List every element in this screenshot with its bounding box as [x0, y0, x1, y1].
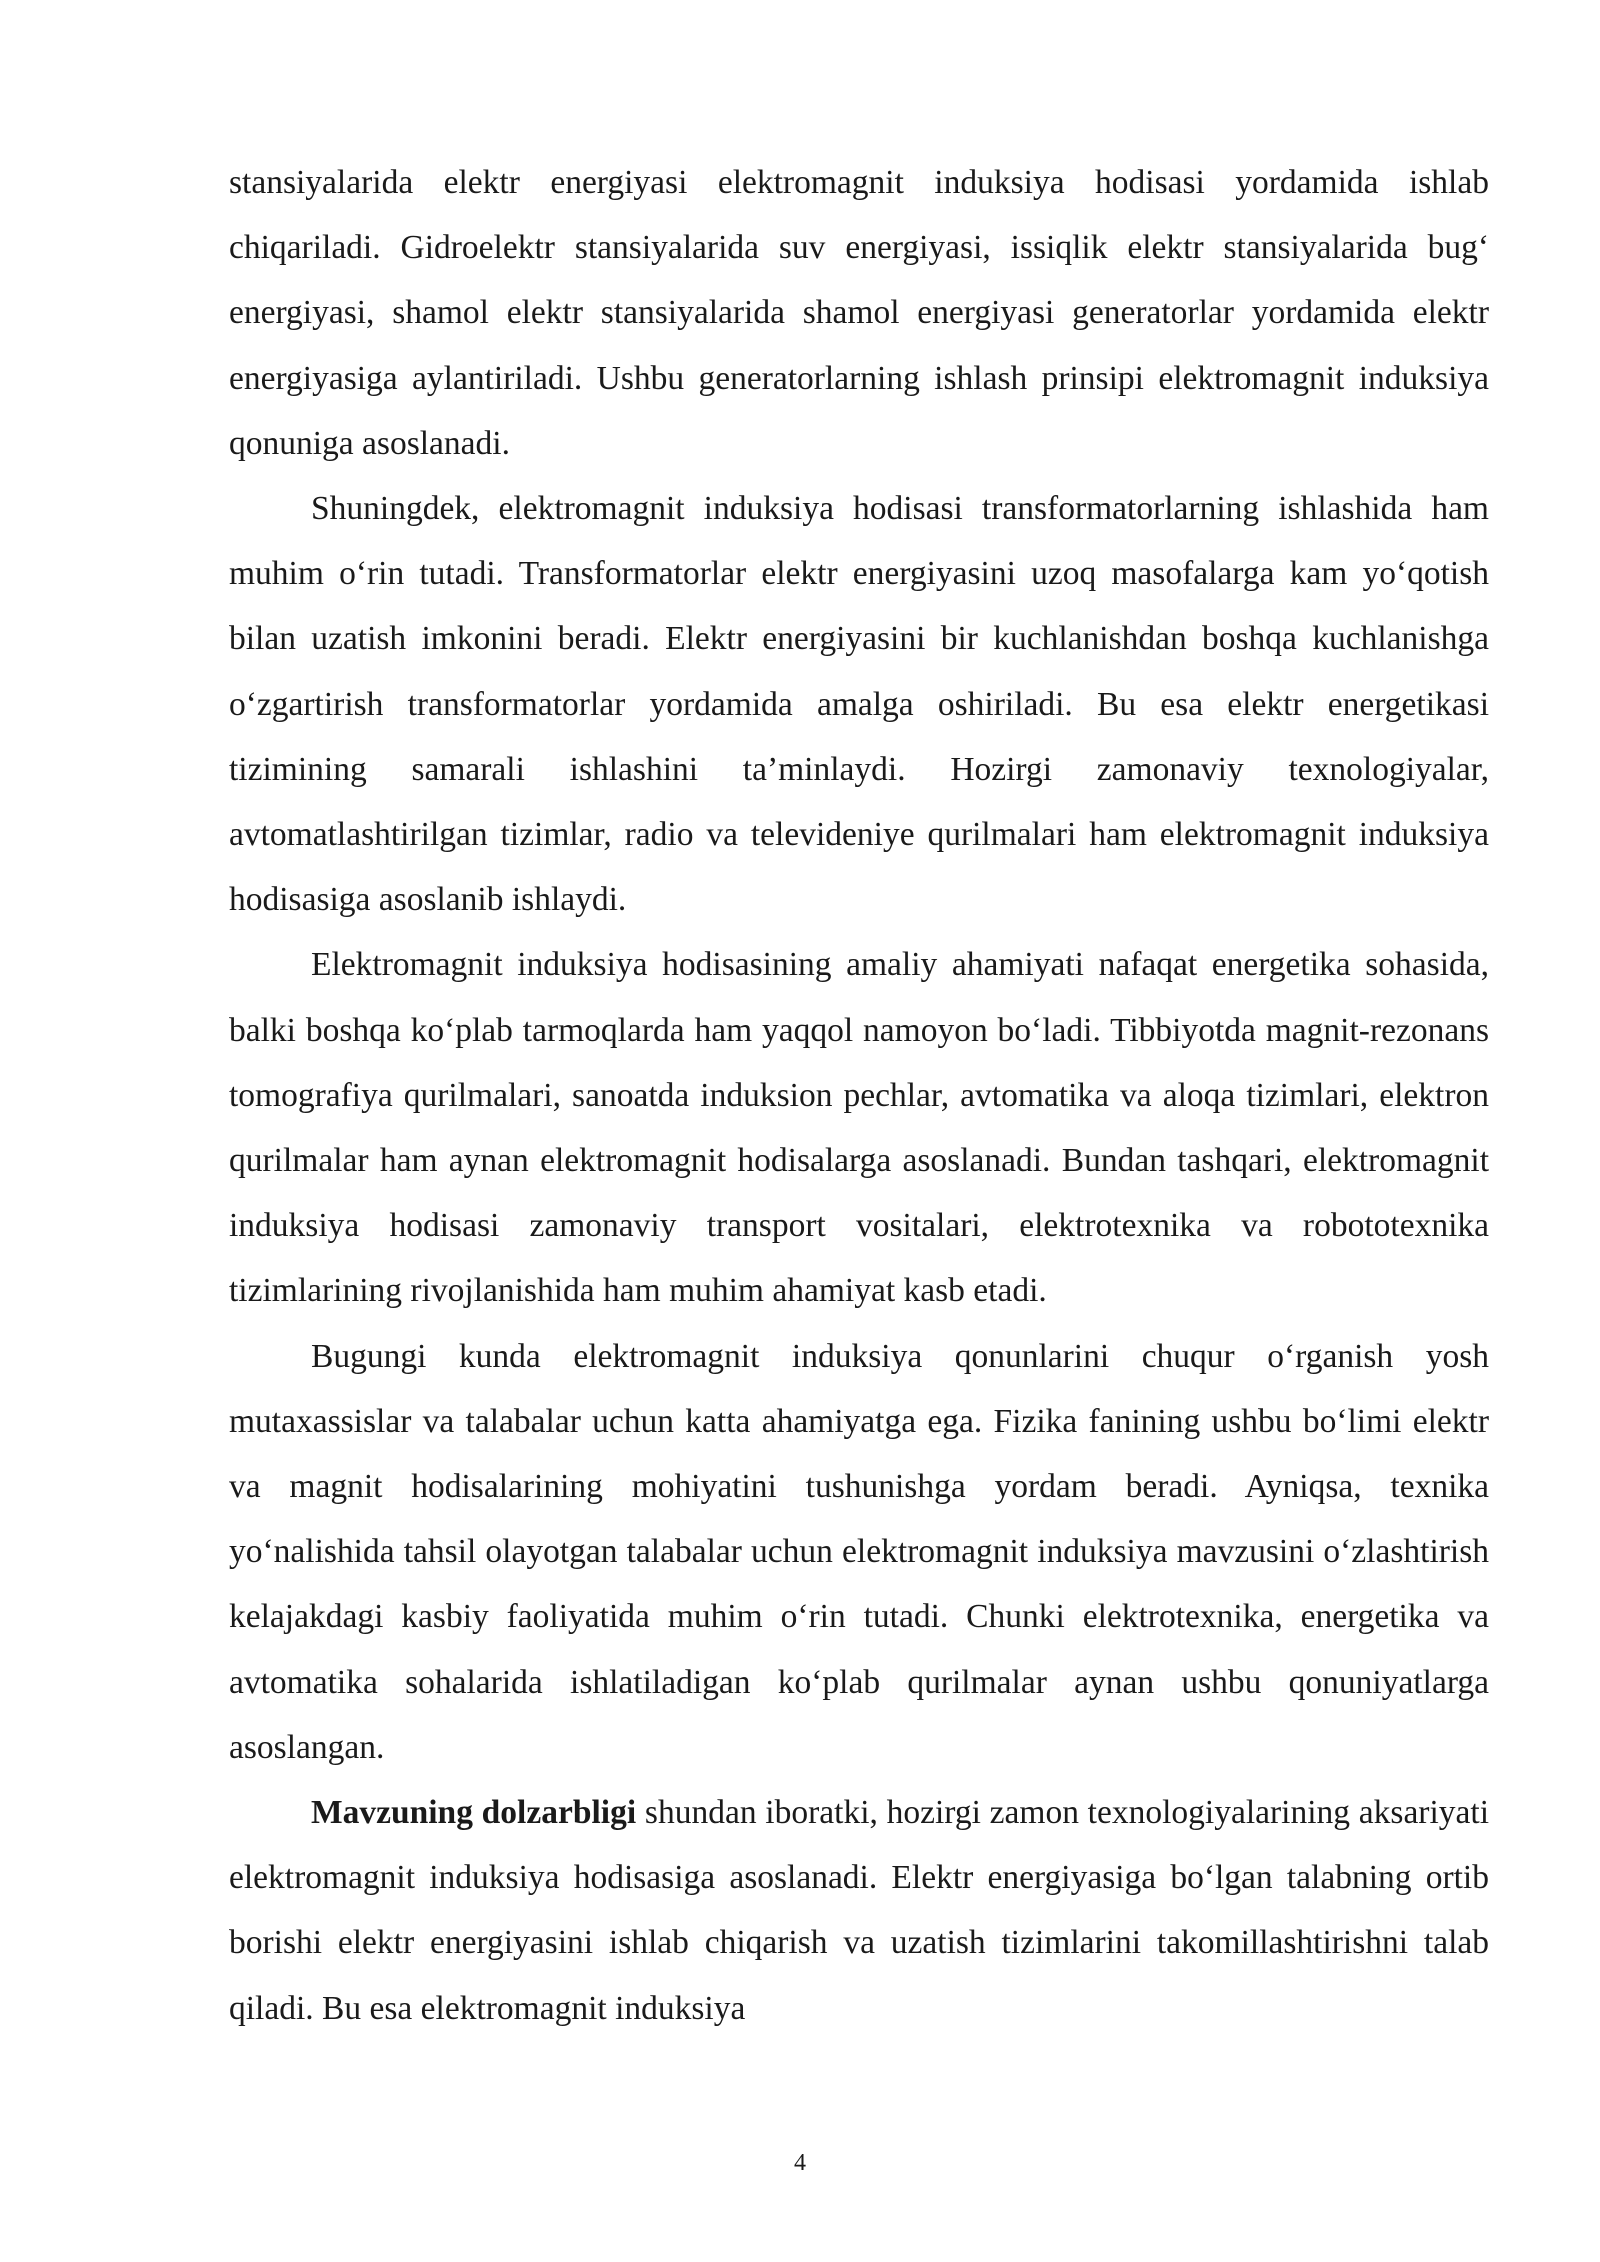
paragraph-transformers: Shuningdek, elektromagnit induksiya hodisasi transformatorlarning ishlashida ham muhim o‘rin tutadi. Transformatorlar elektr energiyasini uzoq masofalarga kam yo‘qotish bilan uzatish imkonini beradi. Elektr energiyasini bir kuchlanishdan boshqa kuchlanishga o‘zgartirish transformatorlar yordamida amalga oshiriladi. Bu esa elektr energetikasi tizimining samarali ishlashini ta’minlaydi. Hozirgi zamonaviy texnologiyalar, avtomatlashtirilgan tizimlar, radio va televideniye qurilmalari ham elektromagnit induksiya hodisasiga asoslanib ishlaydi. [229, 490, 1489, 919]
document-body [229, 150, 1489, 2041]
paragraph-practical-significance: Elektromagnit induksiya hodisasining amaliy ahamiyati nafaqat energetika sohasida, balki boshqa ko‘plab tarmoqlarda ham yaqqol namoyon bo‘ladi. Tibbiyotda magnit-rezonans tomografiya qurilmalari, sanoatda induksion pechlar, avtomatika va aloqa tizimlari, elektron qurilmalar ham aynan elektromagnit hodisalarga asoslanadi. Bundan tashqari, elektromagnit induksiya hodisasi zamonaviy transport vositalari, elektrotexnika va robototexnika tizimlarining rivojlanishida ham muhim ahamiyat kasb etadi. [229, 946, 1489, 1310]
paragraph-topic-relevance-text: shundan iboratki, hozirgi zamon texnologiyalarining aksariyati elektromagnit induksiya hodisasiga asoslanadi. Elektr energiyasiga bo‘lgan talabning ortib borishi elektr energiyasini ishlab chiqarish va uzatish tizimlarini takomillashtirishni talab qiladi. Bu esa elektromagnit induksiya [229, 1794, 1490, 2027]
page-number: 4 [794, 2150, 806, 2176]
paragraph-topic-relevance [229, 1780, 1489, 2041]
bold-lead-term: Mavzuning dolzarbligi [311, 1794, 637, 1832]
paragraph-study-importance: Bugungi kunda elektromagnit induksiya qonunlarini chuqur o‘rganish yosh mutaxassislar va talabalar uchun katta ahamiyatga ega. Fizika fanining ushbu bo‘limi elektr va magnit hodisalarining mohiyatini tushunishga yordam beradi. Ayniqsa, texnika yo‘nalishida tahsil olayotgan talabalar uchun elektromagnit induksiya mavzusini o‘zlashtirish kelajakdagi kasbiy faoliyatida muhim o‘rin tutadi. Chunki elektrotexnika, energetika va avtomatika sohalarida ishlatiladigan ko‘plab qurilmalar aynan ushbu qonuniyatlarga asoslangan. [229, 1337, 1489, 1766]
paragraph-continuation: stansiyalarida elektr energiyasi elektromagnit induksiya hodisasi yordamida ishlab chiqariladi. Gidroelektr stansiyalarida suv energiyasi, issiqlik elektr stansiyalarida bug‘ energiyasi, shamol elektr stansiyalarida shamol energiyasi generatorlar yordamida elektr energiyasiga aylantiriladi. Ushbu generatorlarning ishlash prinsipi elektromagnit induksiya qonuniga asoslanadi. [229, 164, 1489, 462]
